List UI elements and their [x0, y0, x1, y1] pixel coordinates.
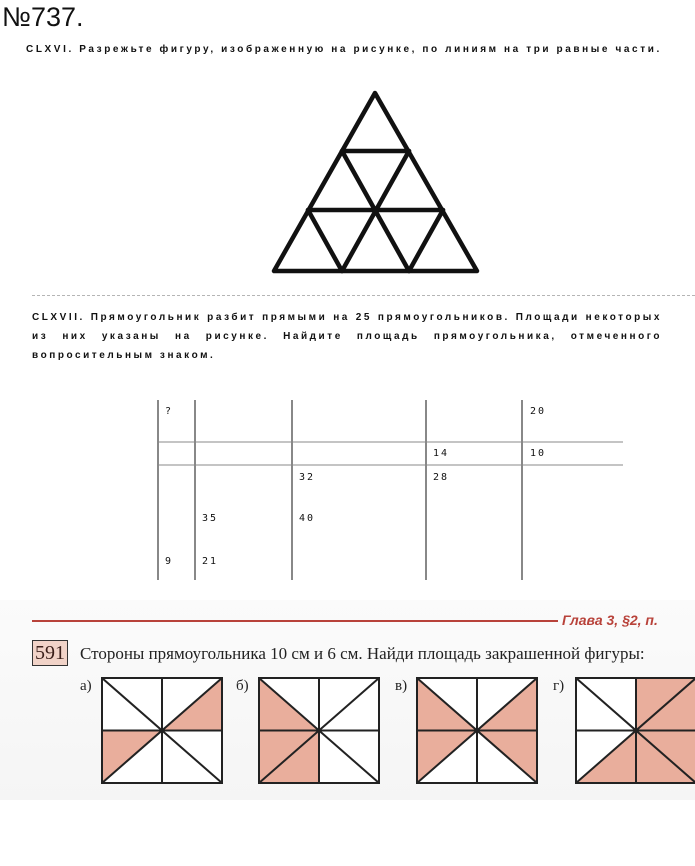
cell-35: 35 — [202, 513, 219, 524]
label-g: г) — [553, 678, 565, 694]
cell-21: 21 — [202, 556, 219, 567]
problem-2-text: CLXVII. Прямоугольник разбит прямыми на 25 прямоугольников. Площади некоторых из них указаны на рисунке. Найдите площадь прямоугольника, отмеченного вопросительным знаком. — [32, 312, 662, 361]
section-divider — [32, 295, 695, 296]
task-number-badge: 591 — [32, 640, 68, 666]
triangle-diagonal-2 — [308, 210, 342, 271]
problem-1-text: CLXVI. Разрежьте фигуру, изображенную на рисунке, по линиям на три равные части. — [26, 44, 662, 55]
page-number: №737. — [2, 2, 84, 32]
cell-10: 10 — [530, 448, 547, 459]
triangle-diagonal-4 — [409, 210, 443, 271]
cell-question: ? — [165, 406, 174, 417]
triangle-figure — [260, 88, 490, 278]
triangle-outline — [274, 93, 477, 271]
cell-28: 28 — [433, 472, 450, 483]
cell-14: 14 — [433, 448, 450, 459]
label-b: б) — [236, 678, 249, 694]
cell-40: 40 — [299, 513, 316, 524]
chapter-heading: Глава 3, §2, п. — [562, 612, 658, 628]
rectangle-grid — [150, 398, 630, 583]
label-a: а) — [80, 678, 92, 694]
cell-9: 9 — [165, 556, 174, 567]
cell-20: 20 — [530, 406, 547, 417]
label-v: в) — [395, 678, 408, 694]
cell-32: 32 — [299, 472, 316, 483]
figure-v — [415, 676, 539, 786]
chapter-rule — [32, 620, 558, 622]
figure-g — [574, 676, 695, 786]
task-text: Стороны прямоугольника 10 см и 6 см. Найди площадь закрашенной фигуры: — [80, 644, 645, 663]
figure-b — [257, 676, 381, 786]
figure-a — [100, 676, 224, 786]
